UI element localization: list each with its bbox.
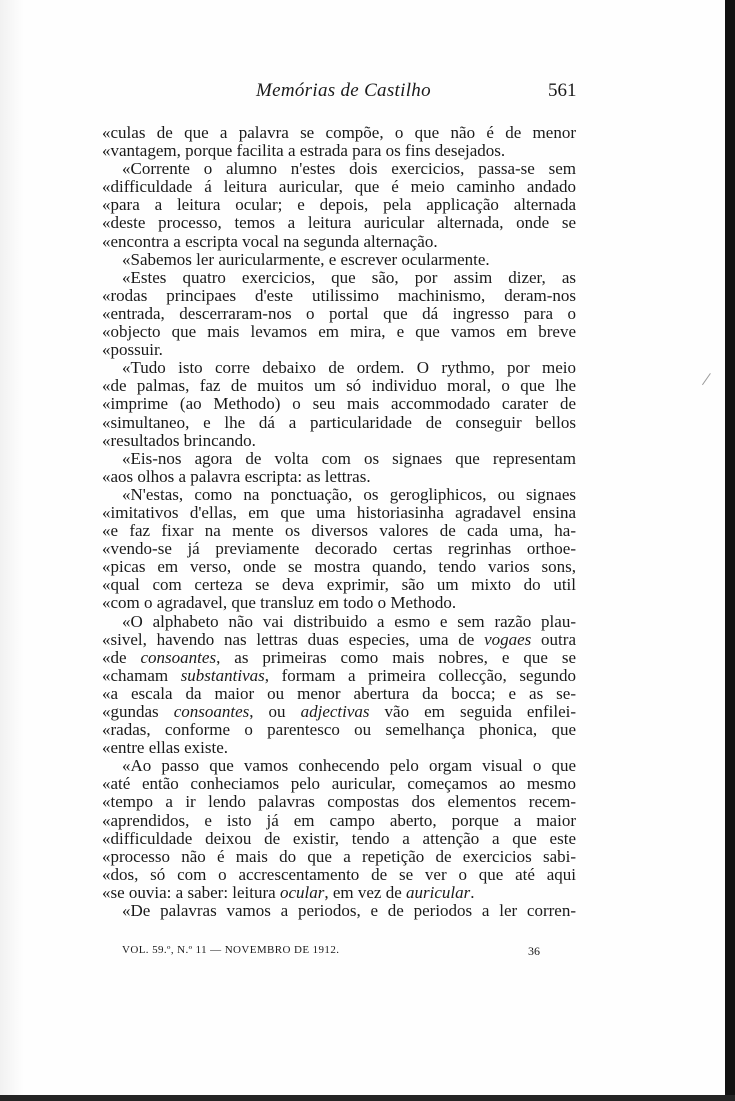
text-line: «possuir.	[102, 340, 163, 360]
text-line: «culas de que a palavra se compõe, o que não é de menor	[102, 123, 576, 142]
text-line: «O alphabeto não vai distribuido a esmo e sem razão plau-	[122, 611, 576, 631]
text-line: «dos, só com o accrescentamento de se ver o que até aqui	[102, 864, 576, 884]
text-line: «Sabemos ler auricularmente, e escrever ocularmente.	[122, 249, 490, 269]
text-line: «De palavras vamos a periodos, e de periodos a ler corren-	[122, 901, 576, 921]
text-line: «tempo a ir lendo palavras compostas dos elementos recem-	[102, 792, 576, 812]
text-line: «objecto que mais levamos em mira, e que vamos em breve	[102, 322, 576, 342]
text-line: «encontra a escripta vocal na segunda alternação.	[102, 231, 438, 251]
page-left-shadow	[0, 0, 24, 1101]
text-line: «picas em verso, onde se mostra quando, tendo varios sons,	[102, 557, 576, 577]
text-line: «se ouvia: a saber: leitura ocular, em vez de auricular.	[102, 882, 475, 902]
text-line: «Estes quatro exercicios, que são, por assim dizer, as	[122, 267, 576, 287]
text-line: «vendo-se já previamente decorado certas regrinhas orthoe-	[102, 539, 576, 559]
text-line: «difficuldade á leitura auricular, que é meio caminho andado	[102, 177, 576, 197]
text-line: «processo não é mais do que a repetição de exercicios sabi-	[102, 846, 576, 866]
text-line: «resultados brincando.	[102, 430, 256, 450]
text-line: «rodas principaes d'este utilissimo machinismo, deram-nos	[102, 285, 576, 305]
running-title: Memórias de Castilho	[256, 80, 431, 101]
text-line: «qual com certeza se deva exprimir, são um mixto do util	[102, 575, 576, 595]
text-line: «difficuldade deixou de existir, tendo a attenção a que este	[102, 828, 576, 848]
text-line: «Corrente o alumno n'estes dois exercicios, passa-se sem	[122, 159, 576, 179]
text-line: «até então conheciamos pelo auricular, começamos ao mesmo	[102, 774, 576, 794]
text-line: «aos olhos a palavra escripta: as lettras.	[102, 466, 371, 486]
text-line: «Eis-nos agora de volta com os signaes que representam	[122, 448, 576, 468]
text-line: «Tudo isto corre debaixo de ordem. O rythmo, por meio	[122, 358, 576, 378]
text-line: «simultaneo, e lhe dá a particularidade de conseguir bellos	[102, 412, 576, 432]
signature-mark: 36	[528, 944, 540, 958]
text-line: «a escala da maior ou menor abertura da bocca; e as se-	[102, 683, 576, 703]
text-line: «deste processo, temos a leitura auricular alternada, onde se	[102, 213, 576, 233]
text-line: «Ao passo que vamos conhecendo pelo orgam visual o que	[122, 756, 576, 776]
text-line: «vantagem, porque facilita a estrada para os fins desejados.	[102, 141, 506, 161]
text-line: «para a leitura ocular; e depois, pela applicação alternada	[102, 195, 576, 215]
page-number: 561	[548, 80, 577, 101]
text-line: «radas, conforme o parentesco ou semelhança phonica, que	[102, 720, 576, 740]
text-line: «N'estas, como na ponctuação, os gerogliphicos, ou signaes	[122, 484, 576, 504]
scan-border-right	[725, 0, 735, 1101]
text-line: «imitativos d'ellas, em que uma historiasinha agradavel ensina	[102, 502, 576, 522]
margin-pencil-mark	[702, 373, 719, 391]
text-line: «com o agradavel, que transluz em todo o Methodo.	[102, 593, 457, 613]
text-line: «de consoantes, as primeiras como mais nobres, e que se	[102, 647, 577, 667]
text-line: «gundas consoantes, ou adjectivas vão em seguida enfilei-	[102, 702, 577, 721]
body-text	[102, 124, 576, 920]
text-line: «e faz fixar na mente os diversos valores de cada uma, ha-	[102, 521, 576, 541]
text-line: «sivel, havendo nas lettras duas especies, uma de vogaes outra	[102, 629, 576, 649]
page-footer	[122, 944, 582, 964]
page-header	[0, 80, 735, 110]
text-line: «chamam substantivas, formam a primeira collecção, segundo	[102, 665, 576, 685]
text-line: «entrada, descerraram-nos o portal que dá ingresso para o	[102, 303, 576, 323]
scan-border-bottom	[0, 1095, 735, 1101]
text-line: «aprendidos, e isto já em campo aberto, porque a maior	[102, 810, 576, 830]
text-line: «de palmas, faz de muitos um só individuo moral, o que lhe	[102, 376, 576, 396]
text-line: «imprime (ao Methodo) o seu mais accommodado carater de	[102, 394, 576, 414]
volume-citation: VOL. 59.º, N.º 11 — NOVEMBRO DE 1912.	[122, 944, 340, 956]
text-line: «entre ellas existe.	[102, 738, 229, 758]
